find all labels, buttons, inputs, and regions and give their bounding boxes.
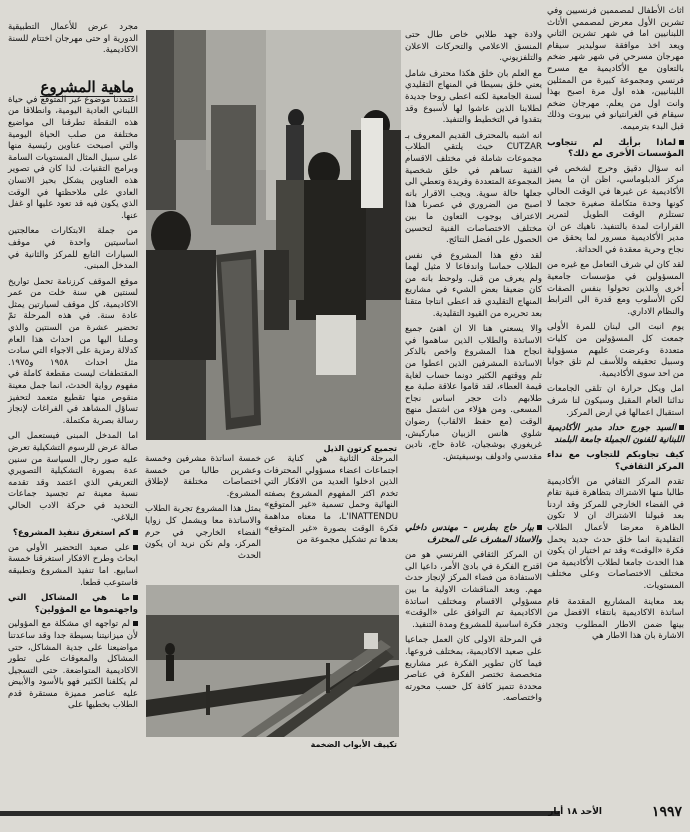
paragraph: تقدم المركز الثقافي من الأكاديمية طالبا منها الاشتراك بتظاهرة فنية تقام في الفضاء الخارجي للمركز وقد اردنا بعد قبولنا الاشتراك ان لا تكون الظاهرة معرضا لأعمال الطلاب التقليدية انما خلق حدث جديد يحمل فكرة «الوقت» وقد تم اختيار ان يكون هذا الحدث جامعا لطلاب الأكاديمية من مختلف الاختصاصات وعلى مختلف المستويات. <box>547 476 684 591</box>
question: كيف تجاوبكم للتجاوب مع نداء المركز الثقافي؟ <box>547 450 684 472</box>
bullet-icon <box>537 525 542 530</box>
paragraph: اما المدخل المبنى فيستعمل الى صالة عرض للرسوم التشكيلية تعرض عليه صور رجال السياسة من سنين عدة بصورة التشكيلية التصويري التعريفي الذي اعتمد وقد تقدمه نسبة معينة تم تجسيد جماعات التحديد في حركة الادب الحالي البلاغي. <box>8 431 138 523</box>
column-center-b <box>145 454 261 584</box>
question: ما هي المشاكل التي واجهتموها مع المؤولين؟ <box>8 593 138 615</box>
bullet-icon <box>133 595 138 600</box>
photo2-caption: تكييف الأبواب الضخمة <box>310 740 397 749</box>
footer-year: ١٩٩٧ <box>651 804 682 820</box>
paragraph: في المرحلة الاولى كان العمل جماعيا على صعيد الاكاديمية، بمختلف فروعها. فيما كان تطوير الفكرة عبر مشاريع متخصصة تختصر الفكرة في عناصر محددة تتميز كافة كل حسب محورته واختصاصه. <box>405 635 542 704</box>
column-middle-bottom <box>405 523 542 788</box>
paragraph: والا يسعني هنا الا ان اهنئ جميع الاساتذة والطلاب الذين ساهموا في انجاح هذا المشروع واخص بالذكر الاساتذة المشرفين الذين اعطوا من تلم ووقتهم الكثير دونما حساب لغاية قيمة العطاء، لقد قاموا علاقة صلبة مع طلابهم ذات حجر اساس نجاح المسعى. ومن هؤلاء من اشتمل منهج الوقت (مع حفظ الالقاب) رضوان شلوي هانس الزبيان مباركيش، غريغوري بوشجيان، غادة حاج، نادين مقدسي وادولف بوسيفيتش. <box>405 324 542 462</box>
paragraph: انه اشبه بالمحترف القديم المعروف بـ CUTZAR حيث يلتقي الطلاب مجموعات شاملة في مختلف الاقسام الفنية تساهم في خلق شخصية المجموعة المتعددة وفريدة وتعطي الى جعلها حالة سوية. ويجب الاقرار بانه اصبح من الضروري في عصرنا هذا الاعتراف بوجوب التعاون ما بين مختلف الاختصاصات الفنية لتحسين الحصول على افضل النتائج. <box>405 130 542 246</box>
paragraph: اعتمدنا موضوع غير المتوقع في حياة اللبناني العادية اليومية، وانطلاقا من هذه النقطة تطرقنا الى مواضيع مختلفة من صلب الحياة اليومية والتي اصبحت عناوين رئيسية منها على سبيل المثال المستويات السامة وبرامج التقنيات. لذا كان في تصوير هذه العناوين يشكل بحيز الانسان العادي على ملاحظتها في الوقت الذي يكون فيه قد تعود عليها او غفل عنها. <box>8 94 138 221</box>
paragraph: على صعيد التحضير الأولي من ابحاث وطرح الافكار استغرقنا خمسة اسابيع. اما تنفيذ المشروع وتطبيقه فاستوعب قطعا. <box>8 542 138 588</box>
paragraph: بعد معاينة المشاريع المقدمة قام اساتذة الاكاديمية بانتقاء الافضل من بينها ضمن الاطار المطلوب وتجدر الاشارة بان هذا الاطار هي <box>547 596 684 642</box>
paragraph: يوم انبت الى لبنان للمرة الأولى جمعت كل المسؤولين من كليات متعددة وعرضت عليهم مسؤولية وسبيل تحقيقه وللأسف لم تلق جوابا من احد سوى الأكاديمية. <box>547 322 684 379</box>
paragraph: لم تواجهه اي مشكلة مع المؤولين لأن ميزانيتنا بسيطة جدا وقد ساعدتنا مواضيعنا على جدية المشاكل، حتى المشاكل والمعوقات على تطور الاكاديمية المتواضعة. حتى التسجيل لم يكلفنا الكثير فهو بالأسود والأبيض عليه عناصر مميزة مستقرة قدم الطلاب بخطيها على <box>8 619 138 711</box>
photo-doors-image <box>146 585 399 737</box>
question: كم استغرق تنفيذ المشروع؟ <box>8 528 138 540</box>
bullet-icon <box>679 140 684 145</box>
paragraph: مع العلم بان خلق هكذا محترف شامل يعني خلق بسيطا في المنهاج التقليدي لسنة الجامعية لكنه اعطى روحا جديدة لطلابنا الذين عاشوا لها لأسبوع وقد بتقدوا في التخطيط والتنفيذ. <box>405 68 542 126</box>
paragraph: لقد كان لي شرف التعامل مع غيره من المسؤولين في مؤسسات جامعية أخرى والذين تحولوا بنفس الصفات لكن الأسلوب ومع قدرة الى الترابط والنظام الاداري. <box>547 260 684 317</box>
column-middle-top <box>405 30 542 462</box>
paragraph: موقع الموقف كرزنامة تحمل تواريخ لسنتين هي سنة خلت من عمر الاكاديمية، كل موقف لسيارتين يمثل عادة سنة. في هذه المرحلة تمّ تحضير عشرة من السنتين والذي وصلنا اليها من احداث هذا العام كدلالة رمزية على الاجواء التي سادت مثل احداث ١٩٥٨ و١٩٧٥. المقتطفات ليست مقطعة كاملة في مفهوم رواية الحدث، انما جمل معينة منقوص منها تقطيع متعمد لتحفيز تساؤل المشاهد في الفراغات لإنجاز رسالة بصرية مكتملة. <box>8 276 138 426</box>
photo-students-image <box>146 30 401 440</box>
column-left <box>8 22 138 792</box>
bullet-icon <box>133 545 138 550</box>
paragraph: من جملة الابتكارات معالجتين اساسيتين واحدة في موقف السيارات التابع للمركز والثانية في المدخل المبنى. <box>8 226 138 272</box>
page-footer <box>0 802 690 824</box>
paragraph: يمثل هذا المشروع تجربة الطلاب والاساتذة معا ويشمل كل زوايا الفضاء الخارجي في حرم المركز، ولم نكن نريد ان يكون الحدث <box>145 504 261 561</box>
bullet-icon <box>679 425 684 430</box>
paragraph: ولادة جهد طلابي خاص طال حتى المنسق الاعلامي والتحركات الاعلان والتلفزيوني. <box>405 30 542 64</box>
column-right <box>547 6 684 792</box>
bullet-icon <box>133 530 138 535</box>
paragraph: اثاث الأطفال لمصممين فرنسيين وفي تشرين الأول معرض لمصممي الأثاث اللبنانيين اما في شهر تشرين الثاني ويعد اخذ موافقة سوليدير سيقام مهرجان مسرحي في شهر شهر ضخم بالتعاون مع الأكاديمية مع مسرح فرنسي ومجموعة كبيرة من الممثلين اللبنانيين، هذه اول مرة اصبح بهذا وانت اول من يعلم. مهرجان ضخم سيقام في الغرانتيانو في بيروت وذلك قبل البدء بترميمه. <box>547 6 684 132</box>
bullet-icon <box>133 621 138 626</box>
interviewee-name: بيار حاج بطرس – مهندس داخلي والاستاذ المشرف على المحترف <box>405 523 542 545</box>
interviewee-name: السيد جورج حداد مدير الأكاديمية اللبنانية للفنون الجميلة جامعة البلمند <box>547 423 684 445</box>
photo1-caption: تجميع كرتون الذيل <box>323 444 397 453</box>
paragraph: خمسة اساتذة مشرفين وخمسة وعشرين طالبا من خمسة اختصاصات مختلفة لإطلاق المشروع. <box>145 454 261 499</box>
paragraph: المرحلة الثانية هي كناية عن اجتماعات اعضاء مسؤولي المحترفات الذين ادخلوا العديد من الافكار التي تخدم اكثر المفهوم المشروع بصفته النهائية وحمل تسمية «غير المتوقع» L'INATTENDU، ما معناه مداهمة فكرة الوقت بصورة «غير المتوقع» بعدها تم تشكيل مجموعة من <box>264 454 398 546</box>
footer-date: الأحد ١٨ أيار <box>548 807 602 817</box>
paragraph: انه سؤال دقيق وحرج لشخص في مركز الدبلوماسي، اظن ان ما يميز الأكاديمية عن غيرها في الوقت الحالي كونها وحدة متكاملة صغيرة حجما لا تستلزم الوقت الطويل لتمرير القرارات لمدة بالتنفيذ. ناهيك عن ان مدير الأكاديمية مسرور لما يحقق من نجاح وحرية معقدة في الحداثة. <box>547 163 684 255</box>
question: لماذا برأيك لم تتجاوب المؤسسات الأخرى مع ذلك؟ <box>547 137 684 160</box>
paragraph: امل ويكل حرارة ان تلقى الجامعات ندائنا العام المقبل وسيكون لنا شرف استقبال اعمالها في ارض المركز. <box>547 384 684 418</box>
photo-students-cardboard <box>146 30 401 440</box>
paragraph: ان المركز الثقافي الفرنسي هو من اقترح الفكرة في بادئ الأمر، داعيا الى الاستفادة من فضاء المركز لإنجاز حدث مهم. وبعد المناقشات الاولية ما بين مسؤولي الاقسام ومختلف اساتذة الاكاديمية تم التوافق على «الوقت» فكرة اساسية للمشروع ومدة التنفيذ. <box>405 550 542 630</box>
photo-large-doors <box>146 585 399 737</box>
paragraph: مجرد عرض للأعمال التطبيقية الدورية او حتى مهرجان اختتام للسنة الاكاديمية. <box>8 22 138 56</box>
section-heading: ماهية المشروع <box>40 78 134 96</box>
footer-rule <box>0 811 560 816</box>
paragraph: لقد دفع هذا المشروع في نفس الطلاب حماسا واندفاعا لا مثيل لهما ولم يعرف من قبل. ولوحظ بانه من كان ضعيفا بعض الشيء في مشاريع المنهاج التقليدي قد اعطى انتاجا متقنا بعد تحريره من القيود التقليدية. <box>405 250 542 319</box>
column-center-a <box>264 454 398 584</box>
